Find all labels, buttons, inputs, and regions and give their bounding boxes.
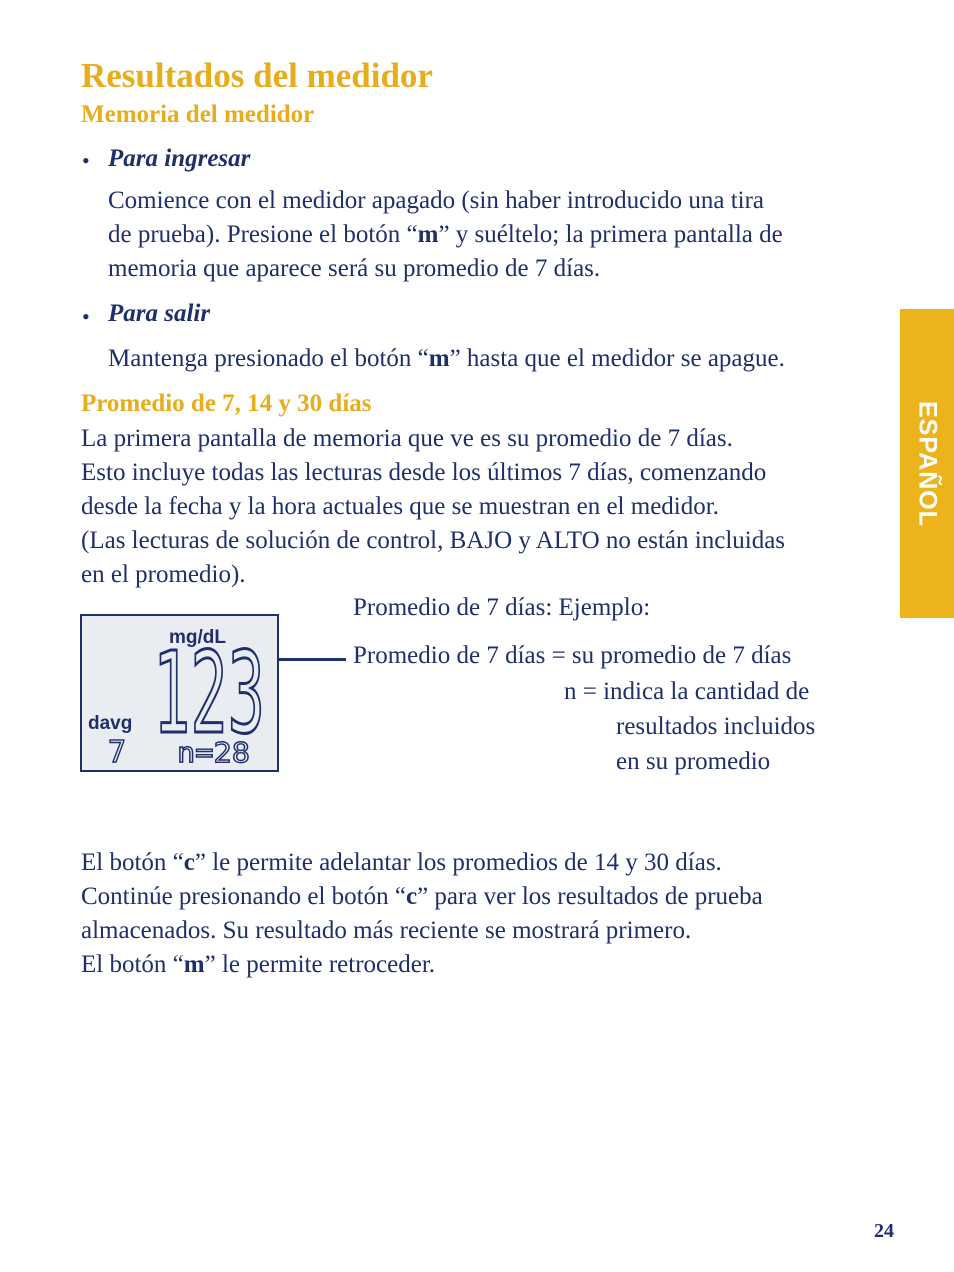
- bullet-ingresar-text: [108, 184, 783, 286]
- text-line: Comience con el medidor apagado (sin haber introducido una tira: [108, 187, 765, 214]
- lcd-label: davg: [88, 713, 133, 734]
- text-line: Mantenga presionado el botón “m” hasta que el medidor se apague.: [108, 345, 785, 372]
- example-line: resultados incluidos: [616, 713, 816, 740]
- text-line: memoria que aparece será su promedio de 7 días.: [108, 255, 601, 282]
- text-line: El botón “c” le permite adelantar los promedios de 14 y 30 días.: [81, 849, 722, 876]
- text-line: desde la fecha y la hora actuales que se muestran en el medidor.: [81, 493, 719, 520]
- lcd-graphic: [82, 616, 277, 770]
- callout-line: [278, 658, 346, 661]
- example-line: n = indica la cantidad de: [564, 678, 810, 705]
- bullet-symbol: •: [82, 148, 90, 173]
- bullet-symbol: •: [82, 304, 90, 329]
- example-line: Promedio de 7 días = su promedio de 7 días: [353, 642, 792, 669]
- text-line: Esto incluye todas las lecturas desde los últimos 7 días, comenzando: [81, 459, 767, 486]
- section-subtitle: Memoria del medidor: [81, 101, 315, 128]
- lcd-value: 123: [153, 629, 265, 759]
- section-promedio-text: [81, 422, 785, 592]
- text-line: Continúe presionando el botón “c” para ver los resultados de prueba: [81, 883, 763, 910]
- section-heading-promedio: Promedio de 7, 14 y 30 días: [81, 390, 372, 417]
- section-buttons-text: [81, 846, 763, 982]
- text-line: El botón “m” le permite retroceder.: [81, 951, 436, 978]
- text-line: de prueba). Presione el botón “m” y suéltelo; la primera pantalla de: [108, 221, 783, 248]
- meter-display: [80, 614, 279, 772]
- example-heading: Promedio de 7 días: Ejemplo:: [353, 594, 651, 621]
- text-line: almacenados. Su resultado más reciente se mostrará primero.: [81, 917, 692, 944]
- bullet-label-ingresar: Para ingresar: [108, 145, 251, 172]
- example-line: en su promedio: [616, 748, 771, 775]
- lcd-days: 7: [108, 735, 127, 770]
- language-tab: [900, 309, 954, 618]
- text-line: La primera pantalla de memoria que ve es su promedio de 7 días.: [81, 425, 733, 452]
- bullet-salir-text: [108, 342, 785, 376]
- language-tab-label: ESPAÑOL: [913, 400, 942, 527]
- text-line: en el promedio).: [81, 561, 246, 588]
- page-number: 24: [874, 1220, 894, 1242]
- lcd-count: n=28: [177, 736, 250, 769]
- page-title: Resultados del medidor: [81, 56, 433, 95]
- text-line: (Las lecturas de solución de control, BAJO y ALTO no están incluidas: [81, 527, 786, 554]
- lcd-unit: mg/dL: [169, 627, 226, 648]
- bullet-label-salir: Para salir: [108, 300, 211, 327]
